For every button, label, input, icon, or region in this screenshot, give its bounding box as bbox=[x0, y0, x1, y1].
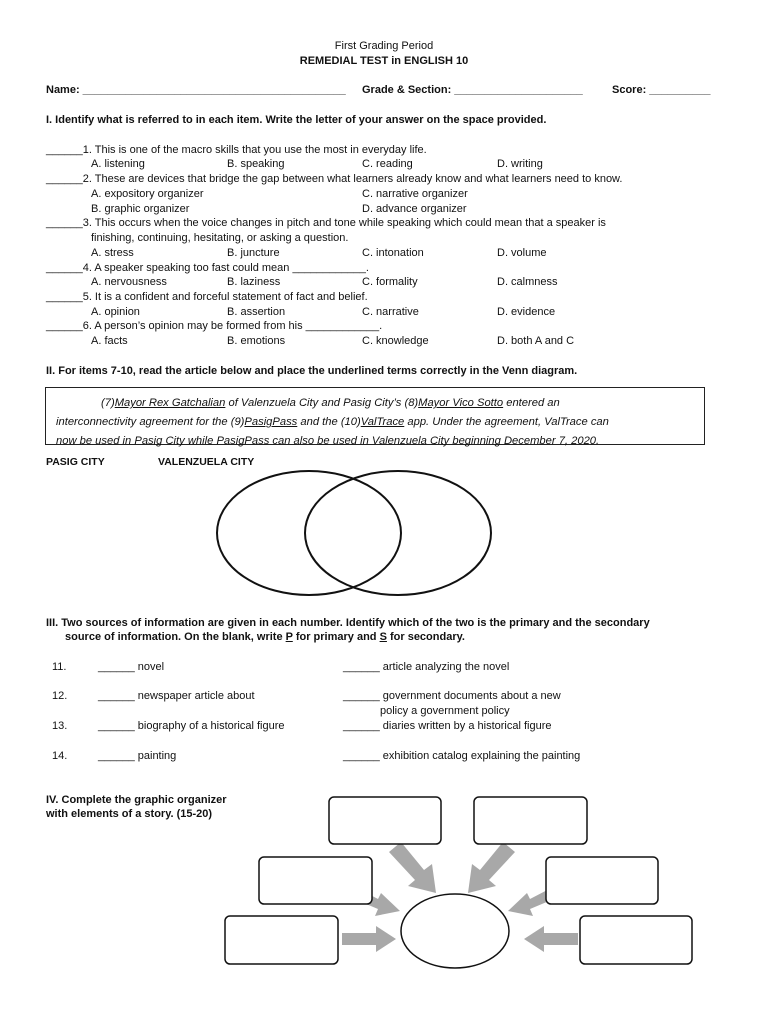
organizer-box-mid-left[interactable] bbox=[259, 857, 372, 904]
item-number: 11. bbox=[52, 661, 67, 673]
term-8: Mayor Vico Sotto bbox=[418, 397, 504, 409]
q3-choice-d: D. volume bbox=[497, 247, 547, 259]
test-title: REMEDIAL TEST in ENGLISH 10 bbox=[299, 55, 469, 67]
venn-label-valenzuela: VALENZUELA CITY bbox=[158, 456, 255, 468]
q2-choice-d: D. advance organizer bbox=[362, 203, 467, 215]
q5-choice-d: D. evidence bbox=[497, 306, 556, 318]
name-field[interactable]: Name: ___________________________________________ bbox=[46, 84, 346, 96]
part4-instruction: IV. Complete the graphic organizer bbox=[46, 794, 227, 806]
part3-instruction: III. Two sources of information are given in each number. Identify which of the two is the primary and the secondary bbox=[46, 617, 650, 629]
item-14-left[interactable]: ______ painting bbox=[98, 750, 177, 762]
term-9: PasigPass bbox=[244, 416, 298, 428]
organizer-box-top-right[interactable] bbox=[474, 797, 587, 844]
item-12-right-continued: policy a government policy bbox=[380, 705, 510, 717]
q5-choice-a: A. opinion bbox=[91, 306, 140, 318]
venn-circle-pasig[interactable] bbox=[217, 471, 401, 595]
q6-stem[interactable]: ______6. A person’s opinion may be formed from his ____________. bbox=[46, 320, 383, 332]
item-13-right[interactable]: ______ diaries written by a historical figure bbox=[343, 720, 552, 732]
q3-stem[interactable]: ______3. This occurs when the voice changes in pitch and tone while speaking which could mean that a speaker is bbox=[46, 217, 606, 229]
q6-choice-c: C. knowledge bbox=[362, 335, 429, 347]
q5-choice-b: B. assertion bbox=[227, 306, 286, 318]
item-12-left[interactable]: ______ newspaper article about bbox=[98, 690, 255, 702]
grade-section-field[interactable]: Grade & Section: _____________________ bbox=[362, 84, 583, 96]
organizer-box-bottom-left[interactable] bbox=[225, 916, 338, 964]
organizer-center-circle[interactable] bbox=[401, 894, 509, 968]
q5-choice-c: C. narrative bbox=[362, 306, 419, 318]
q3-choice-c: C. intonation bbox=[362, 247, 424, 259]
q5-stem[interactable]: ______5. It is a confident and forceful statement of fact and belief. bbox=[46, 291, 368, 303]
q6-choice-b: B. emotions bbox=[227, 335, 286, 347]
item-number: 13. bbox=[52, 720, 68, 732]
term-7: Mayor Rex Gatchalian bbox=[114, 397, 226, 409]
q3-stem-continued: finishing, continuing, hesitating, or asking a question. bbox=[91, 232, 349, 244]
arrow-icon bbox=[389, 842, 436, 893]
item-11-right[interactable]: ______ article analyzing the novel bbox=[343, 661, 510, 673]
q4-choice-b: B. laziness bbox=[227, 276, 281, 288]
item-13-left[interactable]: ______ biography of a historical figure bbox=[98, 720, 285, 732]
arrow-icon bbox=[468, 842, 515, 893]
item-number: 14. bbox=[52, 750, 68, 762]
q2-stem[interactable]: ______2. These are devices that bridge the gap between what learners already know and what learners need to know. bbox=[46, 173, 623, 185]
q4-choice-d: D. calmness bbox=[497, 276, 558, 288]
part1-instruction: I. Identify what is referred to in each item. Write the letter of your answer on the space provided. bbox=[46, 114, 547, 126]
item-11-left[interactable]: ______ novel bbox=[98, 661, 165, 673]
part3-instruction-line2: source of information. On the blank, write P for primary and S for secondary. bbox=[65, 631, 465, 643]
q4-choice-c: C. formality bbox=[362, 276, 418, 288]
venn-circle-valenzuela[interactable] bbox=[305, 471, 491, 595]
q2-choice-a: A. expository organizer bbox=[91, 188, 204, 200]
article-text: (7)Mayor Rex Gatchalian of Valenzuela City and Pasig City’s (8)Mayor Vico Sotto entered an interconnectivity agreement for the (9)PasigPass and the (10)ValTrace app. Under the agreement, ValTrace can now be used in Pasig City while PasigPass can also be used in Valenzuela City beginning December 7, 2020. bbox=[56, 397, 609, 447]
organizer-box-bottom-right[interactable] bbox=[580, 916, 692, 964]
q1-choice-d: D. writing bbox=[497, 158, 543, 170]
venn-diagram bbox=[217, 471, 491, 595]
score-field[interactable]: Score: __________ bbox=[612, 84, 711, 96]
arrow-icon bbox=[524, 926, 578, 952]
q1-choice-b: B. speaking bbox=[227, 158, 285, 170]
q2-choice-b: B. graphic organizer bbox=[91, 203, 190, 215]
q6-choice-d: D. both A and C bbox=[497, 335, 575, 347]
part2-instruction: II. For items 7-10, read the article below and place the underlined terms correctly in the Venn diagram. bbox=[46, 365, 578, 377]
arrow-icon bbox=[342, 926, 396, 952]
q3-choice-a: A. stress bbox=[91, 247, 134, 259]
q1-choice-a: A. listening bbox=[91, 158, 145, 170]
q4-stem[interactable]: ______4. A speaker speaking too fast could mean ____________. bbox=[46, 262, 369, 274]
q6-choice-a: A. facts bbox=[91, 335, 128, 347]
item-14-right[interactable]: ______ exhibition catalog explaining the painting bbox=[343, 750, 581, 762]
q1-choice-c: C. reading bbox=[362, 158, 413, 170]
venn-label-pasig: PASIG CITY bbox=[46, 456, 105, 468]
grading-period: First Grading Period bbox=[334, 40, 434, 52]
part4-instruction-line2: with elements of a story. (15-20) bbox=[46, 808, 213, 820]
term-10: ValTrace bbox=[360, 416, 405, 428]
organizer-box-mid-right[interactable] bbox=[546, 857, 658, 904]
q3-choice-b: B. juncture bbox=[227, 247, 280, 259]
organizer-box-top-left[interactable] bbox=[329, 797, 441, 844]
item-12-right[interactable]: ______ government documents about a new bbox=[343, 690, 561, 702]
q2-choice-c: C. narrative organizer bbox=[362, 188, 468, 200]
q4-choice-a: A. nervousness bbox=[91, 276, 167, 288]
q1-stem[interactable]: ______1. This is one of the macro skills that you use the most in everyday life. bbox=[46, 144, 427, 156]
item-number: 12. bbox=[52, 690, 68, 702]
